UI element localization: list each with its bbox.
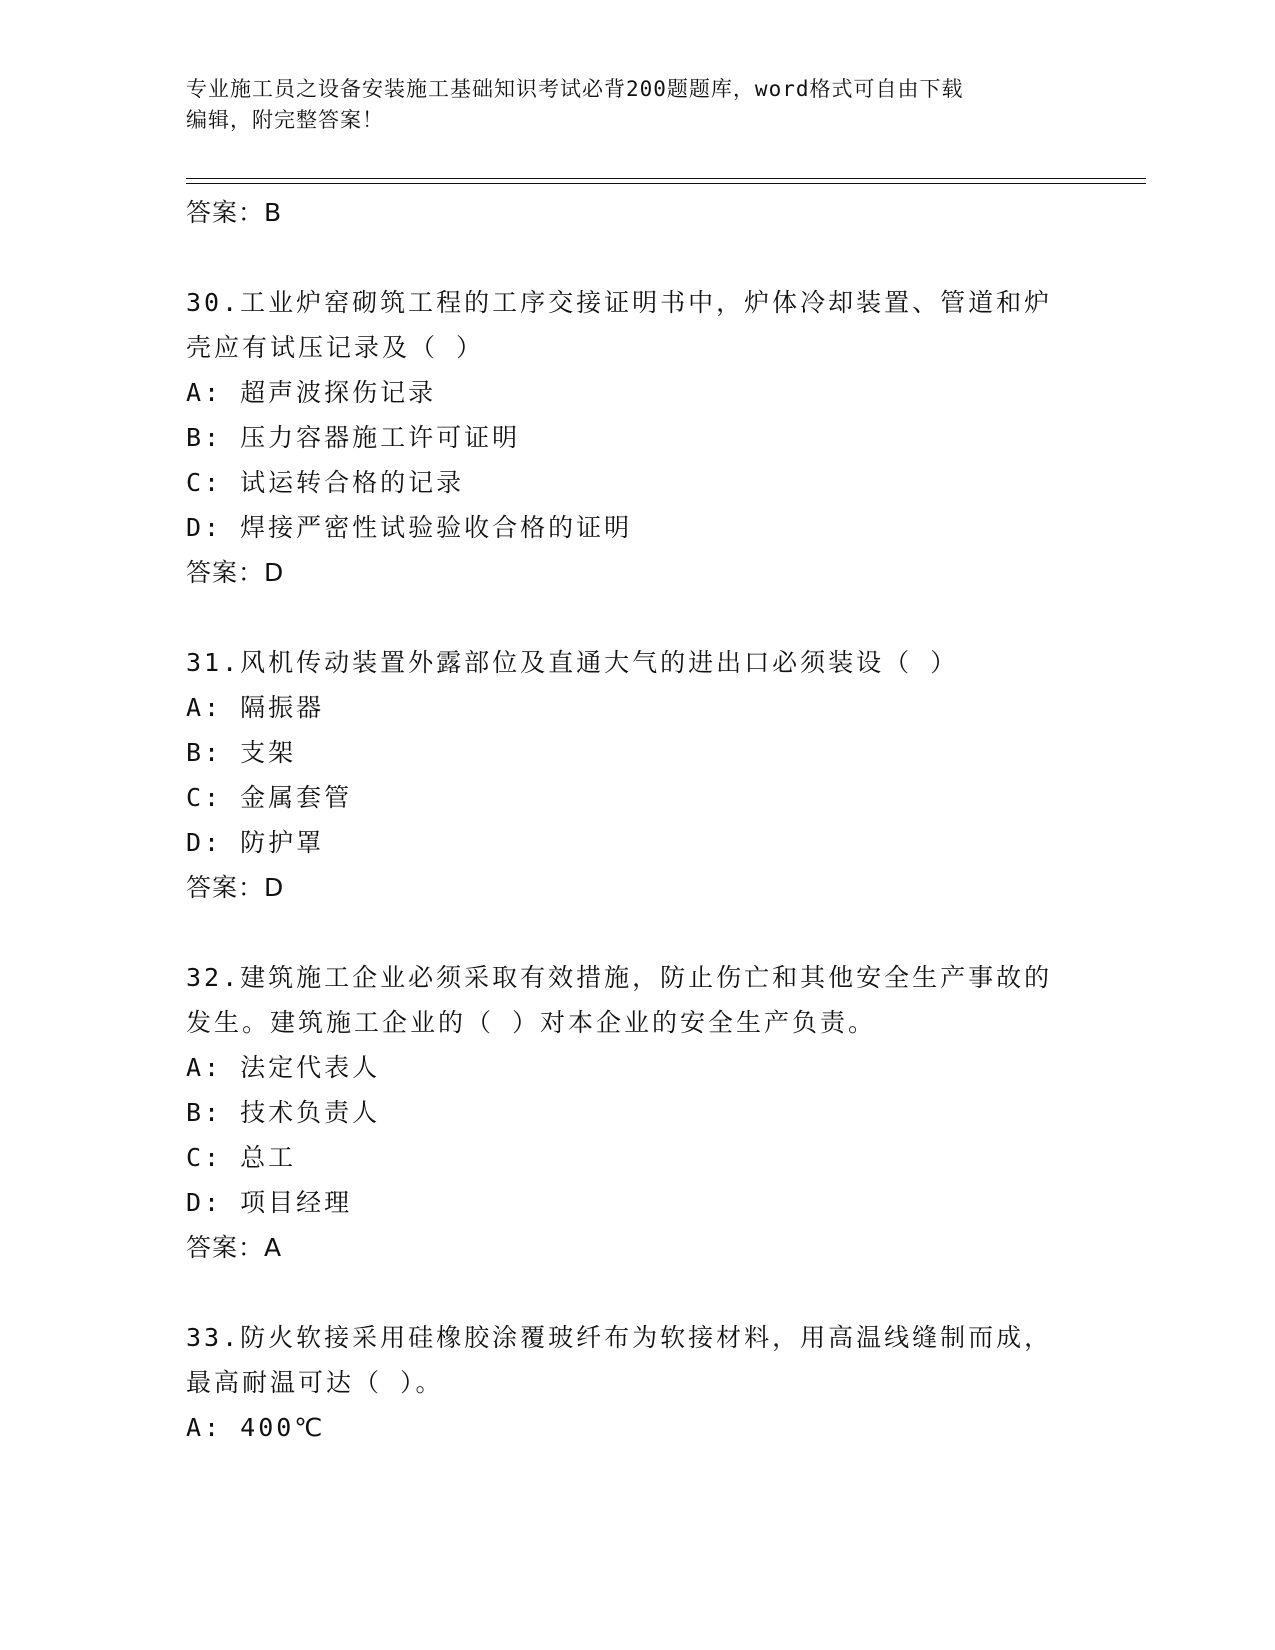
answer: 答案：D [186,558,285,587]
question-33 [186,1315,1086,1450]
option-a: A: 隔振器 [186,693,325,722]
question-text: 壳应有试压记录及（ ） [186,333,485,362]
header-line-1: 专业施工员之设备安装施工基础知识考试必背200题题库，word格式可自由下载 [186,77,964,101]
option-d: D: 焊接严密性试验验收合格的证明 [186,513,633,542]
option-c: C: 试运转合格的记录 [186,468,465,497]
option-b: B: 压力容器施工许可证明 [186,423,521,452]
option-a: A: 超声波探伤记录 [186,378,437,407]
question-text: 最高耐温可达（ ）。 [186,1368,444,1397]
question-text: 31.风机传动装置外露部位及直通大气的进出口必须装设（ ） [186,648,959,677]
question-text: 发生。建筑施工企业的（ ）对本企业的安全生产负责。 [186,1008,877,1037]
option-c: C: 总工 [186,1143,297,1172]
document-header [186,74,1066,136]
answer: 答案：A [186,1233,283,1262]
spacer [186,1270,1086,1315]
option-a: A: 法定代表人 [186,1053,381,1082]
question-32 [186,955,1086,1270]
spacer [186,235,1086,280]
spacer [186,595,1086,640]
question-31 [186,640,1086,910]
option-d: D: 项目经理 [186,1188,353,1217]
question-list [186,190,1086,1450]
header-line-2: 编辑，附完整答案！ [186,108,384,132]
answer: 答案：D [186,873,285,902]
header-divider-top [186,178,1146,179]
option-a: A: 400℃ [186,1413,326,1442]
option-c: C: 金属套管 [186,783,353,812]
question-text: 33.防火软接采用硅橡胶涂覆玻纤布为软接材料，用高温线缝制而成， [186,1323,1053,1352]
previous-answer: 答案：B [186,198,283,227]
header-divider-bottom [186,183,1146,184]
spacer [186,910,1086,955]
question-text: 32.建筑施工企业必须采取有效措施，防止伤亡和其他安全生产事故的 [186,963,1053,992]
question-30 [186,280,1086,595]
option-b: B: 技术负责人 [186,1098,381,1127]
option-b: B: 支架 [186,738,297,767]
question-text: 30.工业炉窑砌筑工程的工序交接证明书中，炉体冷却装置、管道和炉 [186,288,1053,317]
option-d: D: 防护罩 [186,828,325,857]
